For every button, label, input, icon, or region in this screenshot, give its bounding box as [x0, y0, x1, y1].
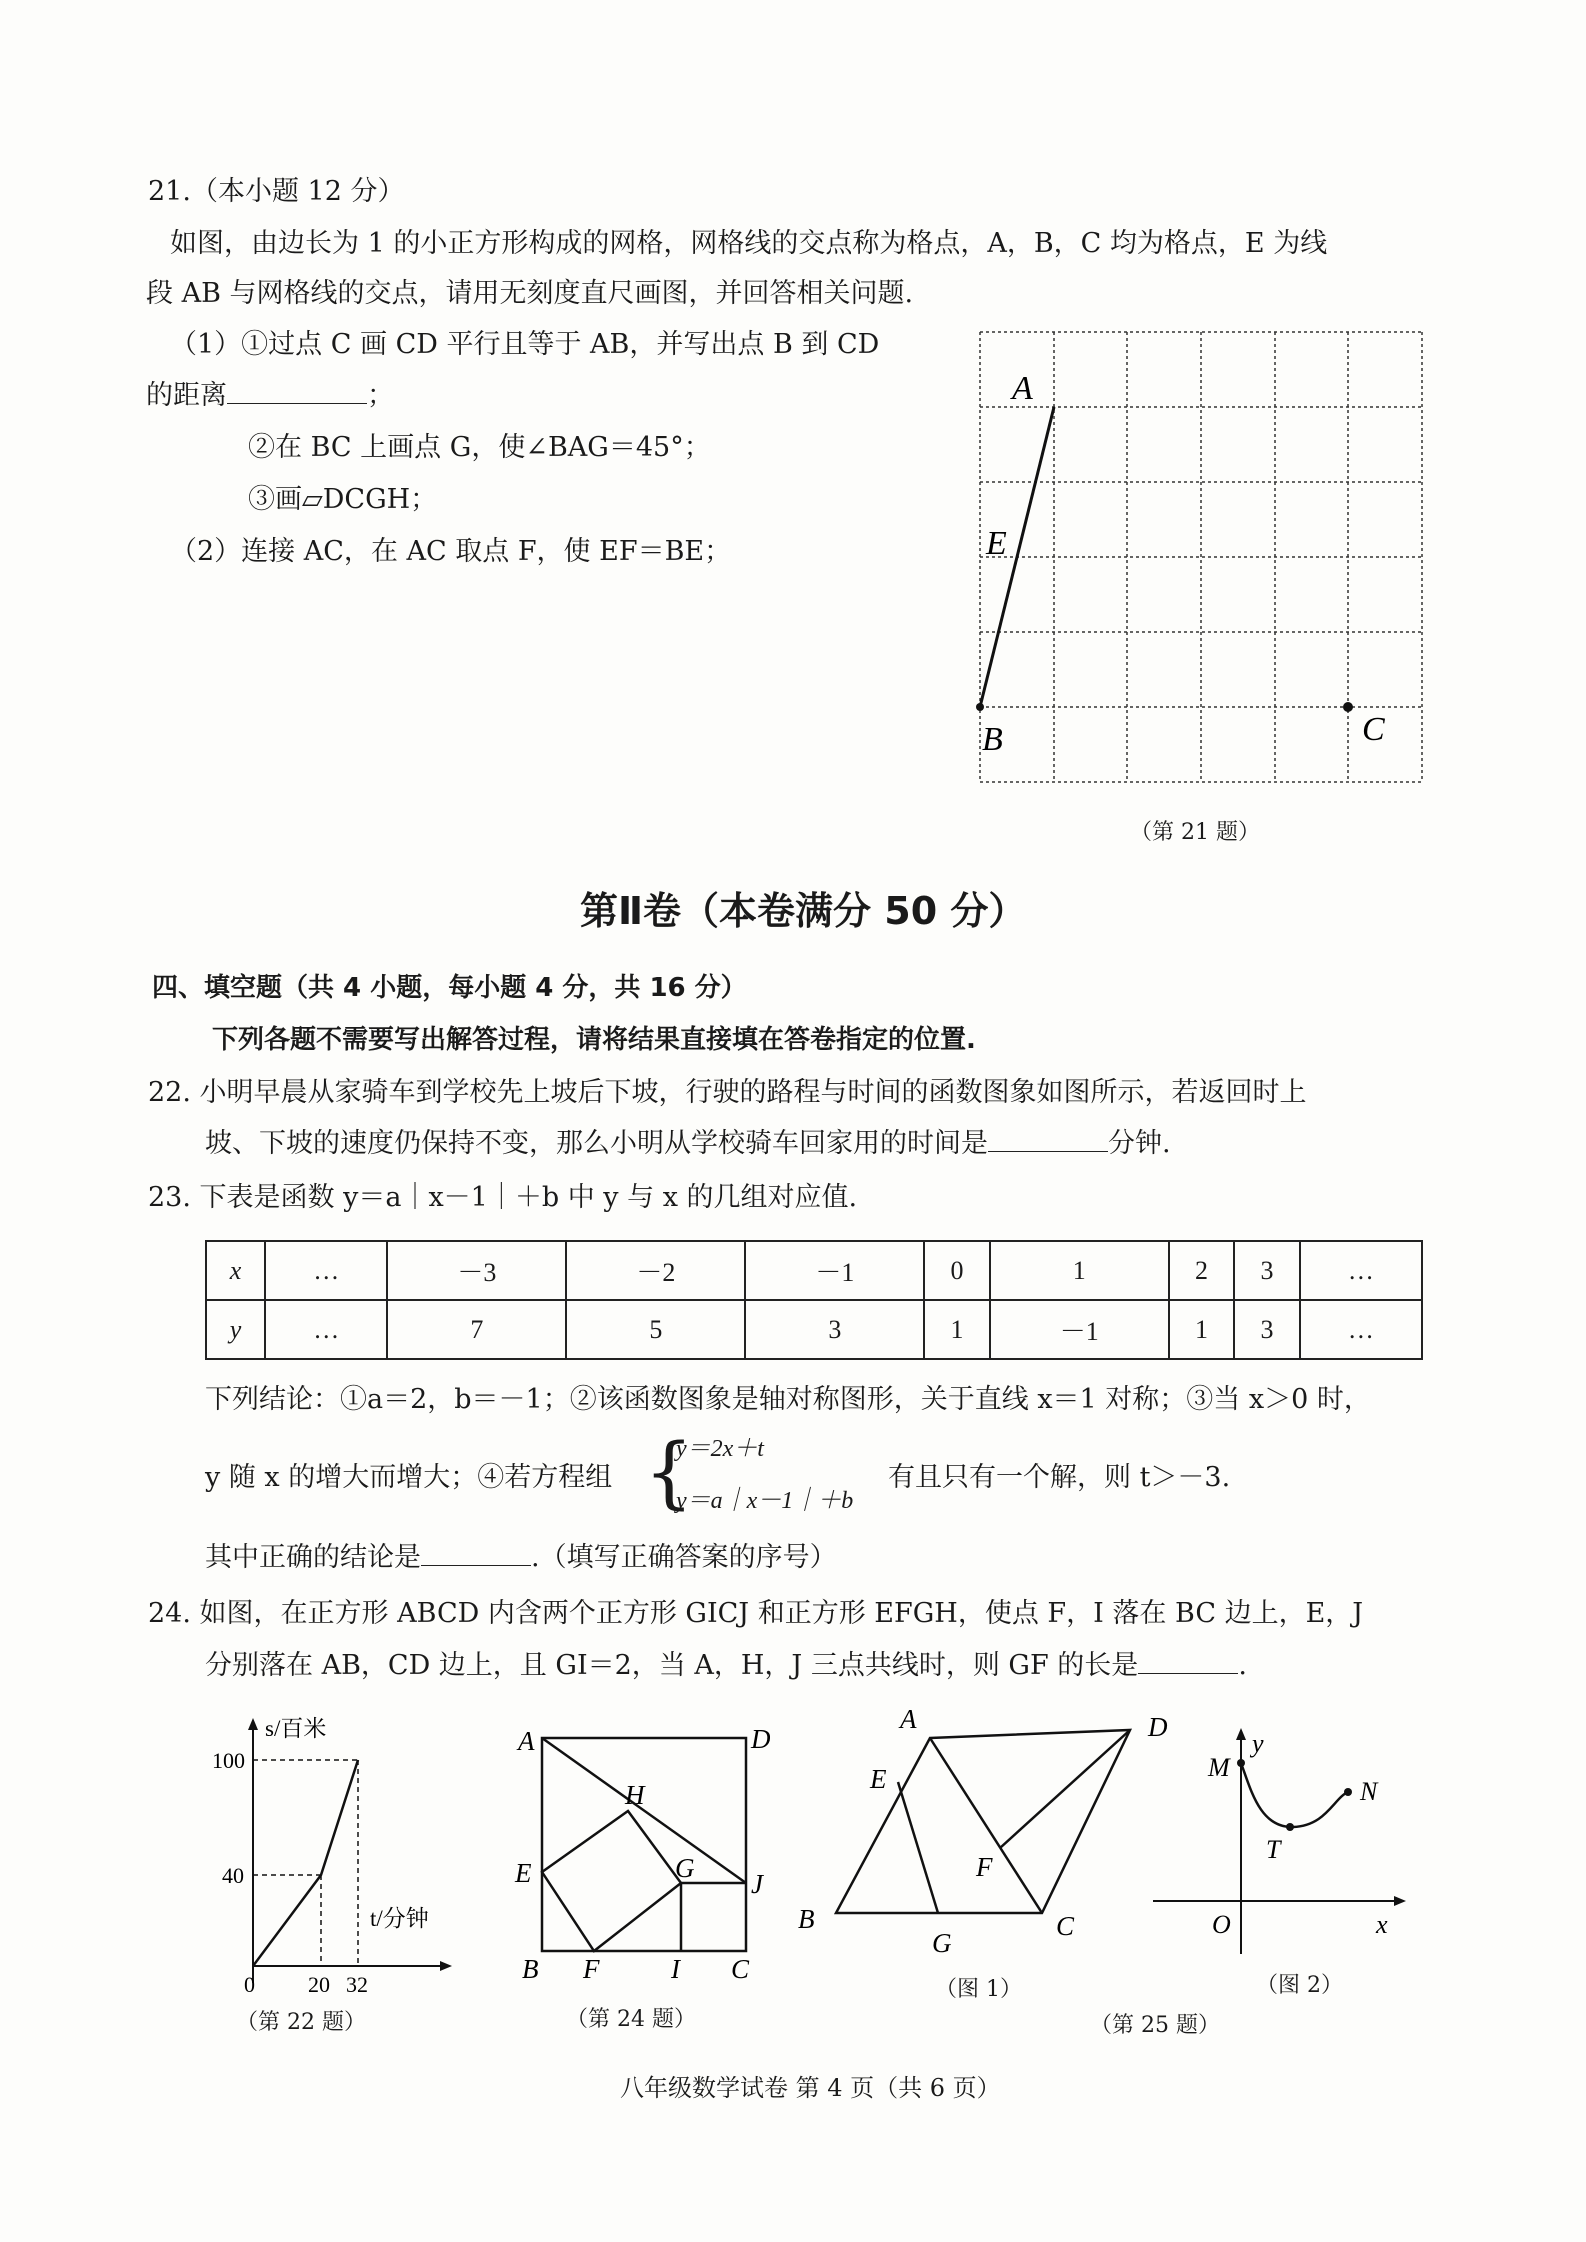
label-d: D: [751, 1724, 770, 1754]
q23-conclusion-line1: 下列结论：①a＝2，b＝－1；②该函数图象是轴对称图形，关于直线 x＝1 对称；③当 x＞0 时，: [205, 1384, 1371, 1415]
distance-curve: [253, 1760, 358, 1966]
label-e: E: [870, 1764, 887, 1794]
page-footer: 八年级数学试卷 第 4 页（共 6 页）: [620, 2074, 1001, 2102]
label-b: B: [522, 1954, 539, 1984]
grid-lines: [980, 332, 1422, 782]
y-tick-100: 100: [212, 1748, 245, 1773]
label-h: H: [625, 1780, 645, 1810]
label-d: D: [1148, 1712, 1168, 1742]
section4-header: 四、填空题（共 4 小题，每小题 4 分，共 16 分）: [152, 973, 747, 1003]
q23-value-table: [205, 1240, 1423, 1360]
label-g: G: [675, 1853, 695, 1883]
guide-lines: [253, 1760, 358, 1966]
q21-part1-line1: （1）①过点 C 画 CD 平行且等于 AB，并写出点 B 到 CD: [170, 329, 880, 360]
fig25-parallelogram-figure: [790, 1700, 1190, 1965]
q23-conclusion-line2-prefix: y 随 x 的增大而增大；④若方程组: [205, 1462, 613, 1493]
q22-line2: [205, 1124, 1171, 1164]
q24-line2-prefix: 分别落在 AB，CD 边上，且 GI＝2，当 A，H，J 三点共线时，则 GF 的长是: [205, 1650, 1139, 1681]
table-cell: 3: [1234, 1241, 1299, 1300]
answer-blank-q22: [988, 1125, 1108, 1152]
q21-part1-line2-prefix: 的距离: [146, 380, 227, 411]
label-f: F: [976, 1852, 993, 1882]
segment-eg: [898, 1782, 938, 1913]
point-n-dot: [1344, 1788, 1352, 1796]
q21-header: 21.（本小题 12 分）: [148, 176, 405, 207]
q23-answer-suffix: .（填写正确答案的序号）: [531, 1542, 837, 1573]
x-axis-arrow-icon: [440, 1961, 452, 1971]
q21-part1-line2-suffix: ；: [367, 380, 394, 411]
point-m-dot: [1237, 1759, 1245, 1767]
table-cell: －3: [387, 1241, 566, 1300]
system-eq2: y＝a｜x－1｜＋b: [676, 1488, 854, 1514]
table-cell: 3: [745, 1300, 924, 1359]
y-axis-arrow-icon: [1236, 1728, 1246, 1740]
point-t-dot: [1286, 1823, 1294, 1831]
table-cell: 1: [924, 1300, 989, 1359]
q21-grid-figure: [970, 322, 1430, 802]
segment-fd: [1000, 1730, 1130, 1848]
x-tick-20: 20: [308, 1972, 330, 1997]
fig25-caption: （第 25 题）: [1090, 2013, 1220, 2038]
fig24-squares-figure: [505, 1715, 770, 1985]
table-cell: …: [265, 1241, 387, 1300]
table-cell: 5: [566, 1300, 745, 1359]
answer-blank-q23: [421, 1539, 531, 1566]
q23-answer-prefix: 其中正确的结论是: [205, 1542, 421, 1573]
q22-line2-prefix: 坡、下坡的速度仍保持不变，那么小明从学校骑车回家用的时间是: [205, 1128, 988, 1159]
q21-intro-line1: 如图，由边长为 1 的小正方形构成的网格，网格线的交点称为格点，A，B，C 均为格点，E 为线: [170, 228, 1328, 259]
label-m: M: [1208, 1753, 1230, 1782]
function-curve: [1241, 1763, 1348, 1827]
q21-part1-item3: ③画▱DCGH；: [248, 484, 438, 515]
y-axis-arrow-icon: [248, 1718, 258, 1730]
label-f: F: [583, 1954, 600, 1984]
table-cell: －1: [990, 1300, 1169, 1359]
label-i: I: [671, 1954, 680, 1984]
q21-part1-item2: ②在 BC 上画点 G，使∠BAG＝45°；: [248, 432, 711, 463]
fig25-2-caption: （图 2）: [1256, 1973, 1343, 1998]
system-brace: {: [644, 1428, 694, 1518]
label-a: A: [1012, 370, 1033, 407]
table-cell: 1: [1169, 1300, 1234, 1359]
q24-line2-suffix: .: [1238, 1650, 1247, 1681]
label-b: B: [982, 721, 1003, 758]
label-e: E: [515, 1858, 532, 1888]
label-o: O: [1212, 1910, 1231, 1939]
fig25-1-caption: （图 1）: [935, 1977, 1022, 2002]
q23-answer-line: [205, 1538, 837, 1578]
q21-intro-line2: 段 AB 与网格线的交点，请用无刻度直尺画图，并回答相关问题.: [146, 278, 914, 309]
label-c: C: [1056, 1911, 1075, 1941]
label-x: x: [1376, 1910, 1388, 1939]
q24-line2: [205, 1646, 1247, 1686]
square-efgh: [542, 1811, 681, 1951]
q23-line1: 23. 下表是函数 y＝a｜x－1｜＋b 中 y 与 x 的几组对应值.: [148, 1182, 858, 1213]
fig22-distance-time-graph: [200, 1708, 460, 2008]
table-row-y: [206, 1300, 1422, 1359]
table-cell: x: [206, 1241, 265, 1300]
table-cell: 0: [924, 1241, 989, 1300]
table-cell: 1: [990, 1241, 1169, 1300]
point-b-dot: [976, 703, 984, 711]
table-cell: 7: [387, 1300, 566, 1359]
x-tick-32: 32: [346, 1972, 368, 1997]
table-cell: y: [206, 1300, 265, 1359]
table-cell: －2: [566, 1241, 745, 1300]
table-cell: …: [1300, 1241, 1422, 1300]
q24-line1: 24. 如图，在正方形 ABCD 内含两个正方形 GICJ 和正方形 EFGH，使点 F，I 落在 BC 边上，E，J: [148, 1598, 1364, 1629]
q21-part2: （2）连接 AC，在 AC 取点 F，使 EF＝BE；: [170, 536, 732, 567]
label-c: C: [1362, 711, 1385, 748]
table-cell: 2: [1169, 1241, 1234, 1300]
table-cell: …: [265, 1300, 387, 1359]
label-a: A: [900, 1704, 917, 1734]
table-cell: …: [1300, 1300, 1422, 1359]
fig25-function-graph: [1148, 1718, 1418, 1968]
section4-instruction: 下列各题不需要写出解答过程，请将结果直接填在答卷指定的位置.: [212, 1025, 976, 1055]
q21-part1-line2: [146, 376, 394, 416]
label-y: y: [1252, 1729, 1264, 1758]
label-c: C: [731, 1954, 750, 1984]
point-c-dot: [1343, 702, 1353, 712]
label-b: B: [798, 1904, 815, 1934]
line-ahj: [542, 1738, 746, 1883]
q22-line2-suffix: 分钟.: [1108, 1128, 1171, 1159]
x-axis-label: t/分钟: [370, 1906, 429, 1931]
answer-blank-q21: [227, 377, 367, 404]
q21-caption: （第 21 题）: [1130, 820, 1260, 845]
fig24-caption: （第 24 题）: [566, 2007, 696, 2032]
table-row-x: [206, 1241, 1422, 1300]
q22-line1: 22. 小明早晨从家骑车到学校先上坡后下坡，行驶的路程与时间的函数图象如图所示，若返回时上: [148, 1077, 1307, 1108]
label-j: J: [751, 1869, 763, 1899]
x-axis-arrow-icon: [1394, 1896, 1406, 1906]
label-e: E: [986, 525, 1007, 562]
label-a: A: [518, 1726, 535, 1756]
y-tick-40: 40: [222, 1863, 244, 1888]
label-t: T: [1266, 1835, 1281, 1864]
answer-blank-q24: [1138, 1647, 1238, 1674]
fig22-caption: （第 22 题）: [236, 2010, 366, 2035]
q23-conclusion-line2-suffix: 有且只有一个解，则 t＞－3.: [888, 1462, 1231, 1493]
y-axis-label: s/百米: [265, 1716, 327, 1741]
table-cell: 3: [1234, 1300, 1299, 1359]
system-eq1: y＝2x＋t: [676, 1436, 764, 1462]
label-g: G: [932, 1928, 952, 1958]
section-title: 第Ⅱ卷（本卷满分 50 分）: [580, 889, 1027, 933]
x-tick-0: 0: [244, 1972, 255, 1997]
table-cell: －1: [745, 1241, 924, 1300]
label-n: N: [1360, 1777, 1378, 1806]
